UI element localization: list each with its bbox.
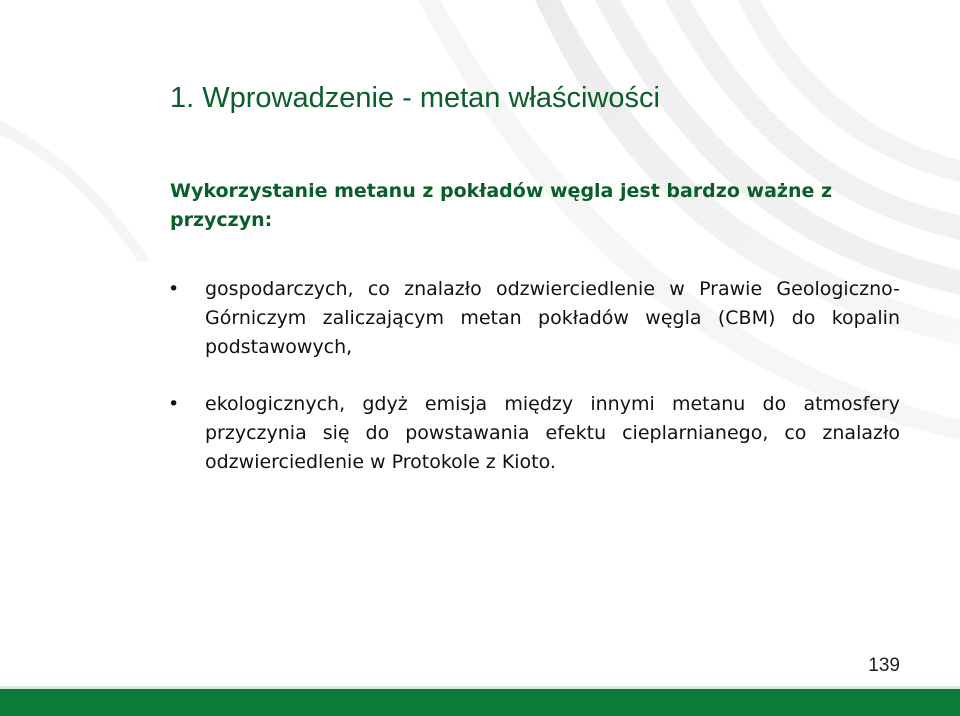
swoosh-shape <box>0 120 150 262</box>
bullet-item-ecological <box>168 390 900 477</box>
swoosh-shape <box>738 0 960 182</box>
intro-text: Wykorzystanie metanu z pokładów węgla jest bardzo ważne z przyczyn: <box>170 180 833 231</box>
bullet-text: ekologicznych, gdyż emisja między innymi metanu do atmosfery przyczynia się do powstawania efektu cieplarnianego, co znalazło odzwierciedlenie w Protokole z Kioto. <box>205 393 900 473</box>
footer-accent-bar <box>0 689 960 716</box>
slide-title: 1. Wprowadzenie - metan właściwości <box>170 82 660 114</box>
bullet-list <box>168 275 900 477</box>
bullet-item-economic <box>168 275 900 362</box>
bullet-dot-icon: • <box>168 393 180 415</box>
bullet-text: gospodarczych, co znalazło odzwierciedlenie w Prawie Geologiczno-Górniczym zaliczającym metan pokładów węgla (CBM) do kopalin podstawowych, <box>205 278 900 358</box>
bullet-dot-icon: • <box>168 278 180 300</box>
page-number: 139 <box>868 655 900 676</box>
